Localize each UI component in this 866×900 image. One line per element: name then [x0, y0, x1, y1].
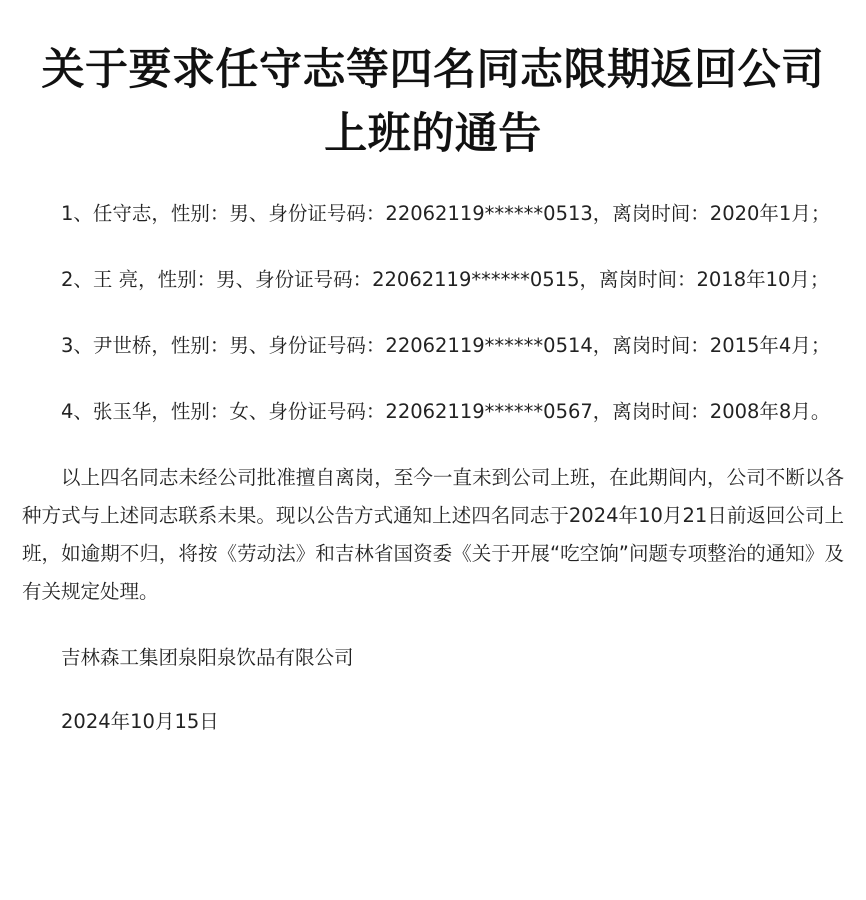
list-item: 1、任守志，性别：男、身份证号码：22062119******0513，离岗时间：2020年1月；: [61, 202, 831, 225]
list-item: 4、张玉华，性别：女、身份证号码：22062119******0567，离岗时间：2008年8月。: [61, 400, 831, 423]
issue-date: 2024年10月15日: [61, 710, 219, 733]
issuer-company: 吉林森工集团泉阳泉饮品有限公司: [61, 646, 354, 669]
page-title: 关于要求任守志等四名同志限期返回公司上班的通告: [41, 45, 825, 159]
list-item: 3、尹世桥，性别：男、身份证号码：22062119******0514，离岗时间：2015年4月；: [61, 334, 831, 357]
list-item: 2、王 亮，性别：男、身份证号码：22062119******0515，离岗时间：2018年10月；: [61, 268, 830, 291]
notice-body: 以上四名同志未经公司批准擅自离岗，至今一直未到公司上班，在此期间内，公司不断以各种方式与上述同志联系未果。现以公告方式通知上述四名同志于2024年10月21日前返回公司上班，如逾期不归，将按《劳动法》和吉林省国资委《关于开展“吃空饷”问题专项整治的通知》及有关规定处理。: [22, 466, 844, 603]
notice-content: [22, 195, 844, 767]
